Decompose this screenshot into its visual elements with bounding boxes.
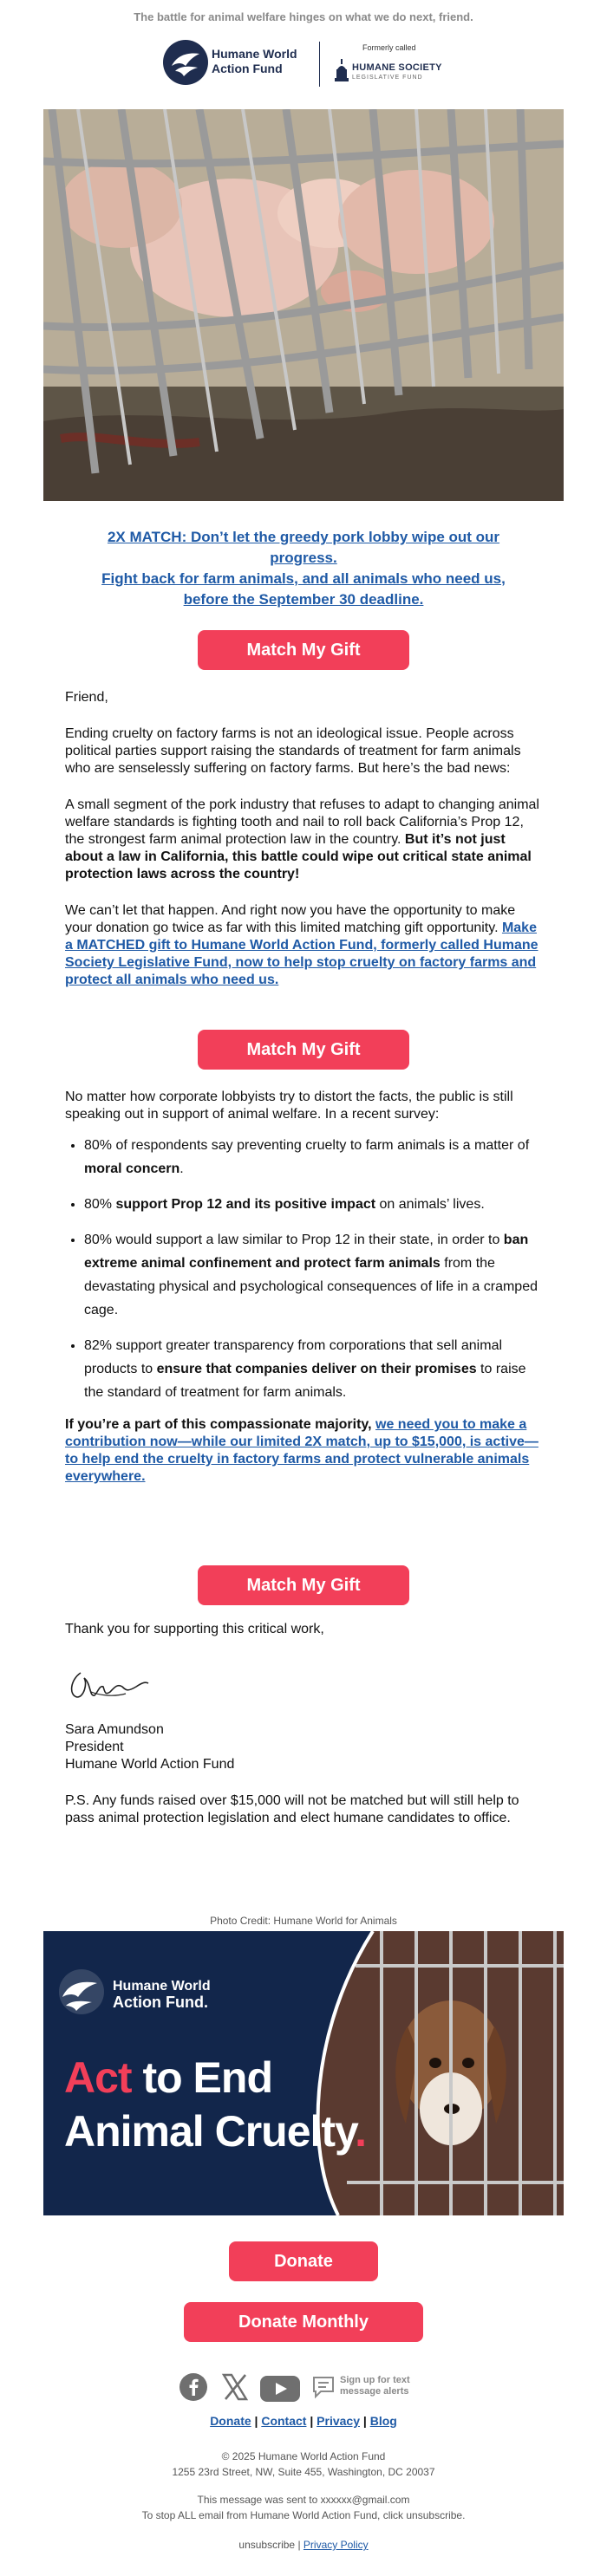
hsus-sub: LEGISLATIVE FUND [352, 75, 423, 81]
match-gift-button-1[interactable]: Match My Gift [198, 630, 409, 670]
greeting: Friend, [65, 690, 108, 705]
ps-text: P.S. Any funds raised over $15,000 will not be matched but will still help to pass animal protection legislation and elect humane candidates to office. [65, 1793, 519, 1825]
banner-dot: . [355, 2107, 367, 2156]
letter-body-1 [65, 689, 542, 989]
paragraph-3 [65, 902, 542, 989]
matched-gift-link[interactable]: Make a MATCHED gift to Humane World Action Fund, formerly called Humane Society Legislative Fund, now to help stop cruelty on factory farms and protect all animals who need us. [65, 920, 538, 987]
survey-item-text: 80% of respondents say preventing cruelty to farm animals is a matter of [84, 1138, 530, 1153]
hwaf-line1: Humane World [212, 47, 297, 61]
banner-line-1 [64, 2051, 366, 2104]
act-banner[interactable] [43, 1931, 564, 2215]
copyright: © 2025 Humane World Action Fund [221, 2450, 386, 2462]
survey-item-end: from the devastating physical and psychological consequences of life in a cramped cage. [84, 1256, 538, 1317]
footer-separator: | [297, 2539, 301, 2551]
paragraph-2-text: A small segment of the pork industry that refuses to adapt to changing animal welfare standards is fighting tooth and nail to roll back California’s Prop 12, the strongest farm animal protection law in the country. [65, 797, 539, 847]
survey-item-bold: ban extreme animal confinement and protect farm animals [84, 1233, 529, 1271]
donate-button[interactable]: Donate [229, 2241, 378, 2281]
survey-item [84, 1193, 542, 1216]
footer-link-blog[interactable]: Blog [369, 2414, 397, 2428]
match-gift-button-2[interactable]: Match My Gift [198, 1030, 409, 1070]
footer-link-contact[interactable]: Contact [261, 2414, 307, 2428]
survey-item-bold: moral concern [84, 1161, 180, 1176]
banner-to-end: to End [131, 2053, 272, 2102]
hwaf-logo-text [212, 47, 316, 76]
paragraph-3-text: We can’t let that happen. And right now you have the opportunity to make your donation go twice as far with this limited matching gift opportunity. [65, 903, 516, 935]
chat-icon[interactable] [310, 2374, 336, 2400]
survey-list [65, 1134, 542, 1404]
paragraph-5 [65, 1416, 542, 1486]
hwaf-logo-icon [163, 40, 208, 85]
signature-image [65, 1657, 152, 1709]
survey-item [84, 1228, 542, 1322]
paragraph-2 [65, 797, 542, 883]
banner-act: Act [64, 2053, 132, 2102]
contribution-link[interactable]: we need you to make a contribution now—while our limited 2X match, up to $15,000, is active—to help end the cruelty in factory farms and protect vulnerable animals everywhere. [65, 1417, 538, 1484]
signer-name: Sara Amundson [65, 1722, 164, 1737]
sms-line2: message alerts [340, 2386, 409, 2397]
stop-email: To stop ALL email from Humane World Action Fund, click unsubscribe. [141, 2509, 466, 2521]
headline-link-1[interactable]: 2X MATCH: Don’t let the greedy pork lobby wipe out our progress. [107, 529, 500, 566]
donate-monthly-button[interactable]: Donate Monthly [184, 2302, 423, 2342]
footer-separator: | [362, 2414, 367, 2428]
closing [65, 1621, 542, 1638]
footer-link-donate[interactable]: Donate [210, 2414, 251, 2428]
paragraph-1: Ending cruelty on factory farms is not an ideological issue. People across political parties support raising the standards of treatment for farm animals who are senselessly suffering on factory farms. But here’s the bad news: [65, 726, 521, 776]
banner-line-2 [64, 2104, 366, 2158]
paragraph-4: No matter how corporate lobbyists try to distort the facts, the public is still speaking out in support of animal welfare. In a recent survey: [65, 1090, 513, 1122]
photo-credit: Photo Credit: Humane World for Animals [210, 1915, 397, 1927]
survey-item-end: on animals’ lives. [375, 1197, 485, 1212]
unsubscribe-link[interactable]: unsubscribe [238, 2539, 296, 2551]
privacy-policy-link[interactable]: Privacy Policy [303, 2539, 369, 2551]
survey-item-text: 80% [84, 1197, 116, 1212]
match-gift-button-3[interactable]: Match My Gift [198, 1565, 409, 1605]
survey-item [84, 1134, 542, 1181]
footer-separator: | [310, 2414, 314, 2428]
formerly-label: Formerly called [362, 43, 416, 52]
logo-divider [319, 42, 320, 87]
youtube-icon[interactable] [260, 2376, 300, 2402]
social-row [0, 2367, 607, 2405]
letter-body-2 [65, 1089, 542, 1486]
signer-title: President [65, 1740, 124, 1754]
hero-image-pigs-in-crates[interactable] [43, 109, 564, 501]
x-icon[interactable] [220, 2372, 250, 2402]
thanks-line: Thank you for supporting this critical work, [65, 1622, 324, 1636]
unsubscribe-row [0, 2538, 607, 2553]
survey-item [84, 1334, 542, 1404]
survey-item-text: 80% would support a law similar to Prop 12 in their state, in order to [84, 1233, 504, 1247]
sms-signup-link[interactable] [340, 2375, 410, 2397]
facebook-icon[interactable] [179, 2372, 208, 2402]
postscript [65, 1792, 542, 1827]
sent-to: This message was sent to xxxxxx@gmail.com [197, 2494, 410, 2506]
signature-block [65, 1721, 542, 1773]
sms-line1: Sign up for text [340, 2375, 410, 2385]
footer-separator: | [254, 2414, 258, 2428]
headline-link-2[interactable]: Fight back for farm animals, and all animals who need us, before the September 30 deadline. [101, 570, 506, 608]
footer-links [0, 2414, 607, 2428]
survey-item-text: 82% support greater transparency from corporations that sell animal products to [84, 1338, 503, 1376]
hwaf-line2: Action Fund [212, 62, 283, 75]
paragraph-2-bold: But it’s not just about a law in California, this battle could wipe out critical state animal protection laws across the country! [65, 832, 532, 881]
banner-logo-line2: Action Fund. [113, 1994, 208, 2011]
banner-headline [64, 2051, 366, 2158]
survey-item-end: . [179, 1161, 184, 1176]
headline [43, 527, 564, 610]
survey-item-bold: ensure that companies deliver on their promises [156, 1362, 477, 1376]
preheader: The battle for animal welfare hinges on what we do next, friend. [134, 10, 473, 23]
logo-row [0, 36, 607, 97]
address: 1255 23rd Street, NW, Suite 455, Washington, DC 20037 [172, 2466, 435, 2478]
capitol-icon [335, 59, 349, 83]
paragraph-5-bold: If you’re a part of this compassionate majority, [65, 1417, 376, 1432]
hsus-name: HUMANE SOCIETY [352, 62, 442, 73]
banner-logo-text [113, 1978, 211, 2011]
footer-link-privacy[interactable]: Privacy [317, 2414, 360, 2428]
signer-org: Humane World Action Fund [65, 1757, 235, 1772]
banner-logo-line1: Humane World [113, 1979, 211, 1994]
survey-item-bold: support Prop 12 and its positive impact [115, 1197, 376, 1212]
survey-item-end: to raise the standard of treatment for farm animals. [84, 1362, 526, 1400]
banner-animal-cruelty: Animal Cruelty [64, 2107, 356, 2156]
